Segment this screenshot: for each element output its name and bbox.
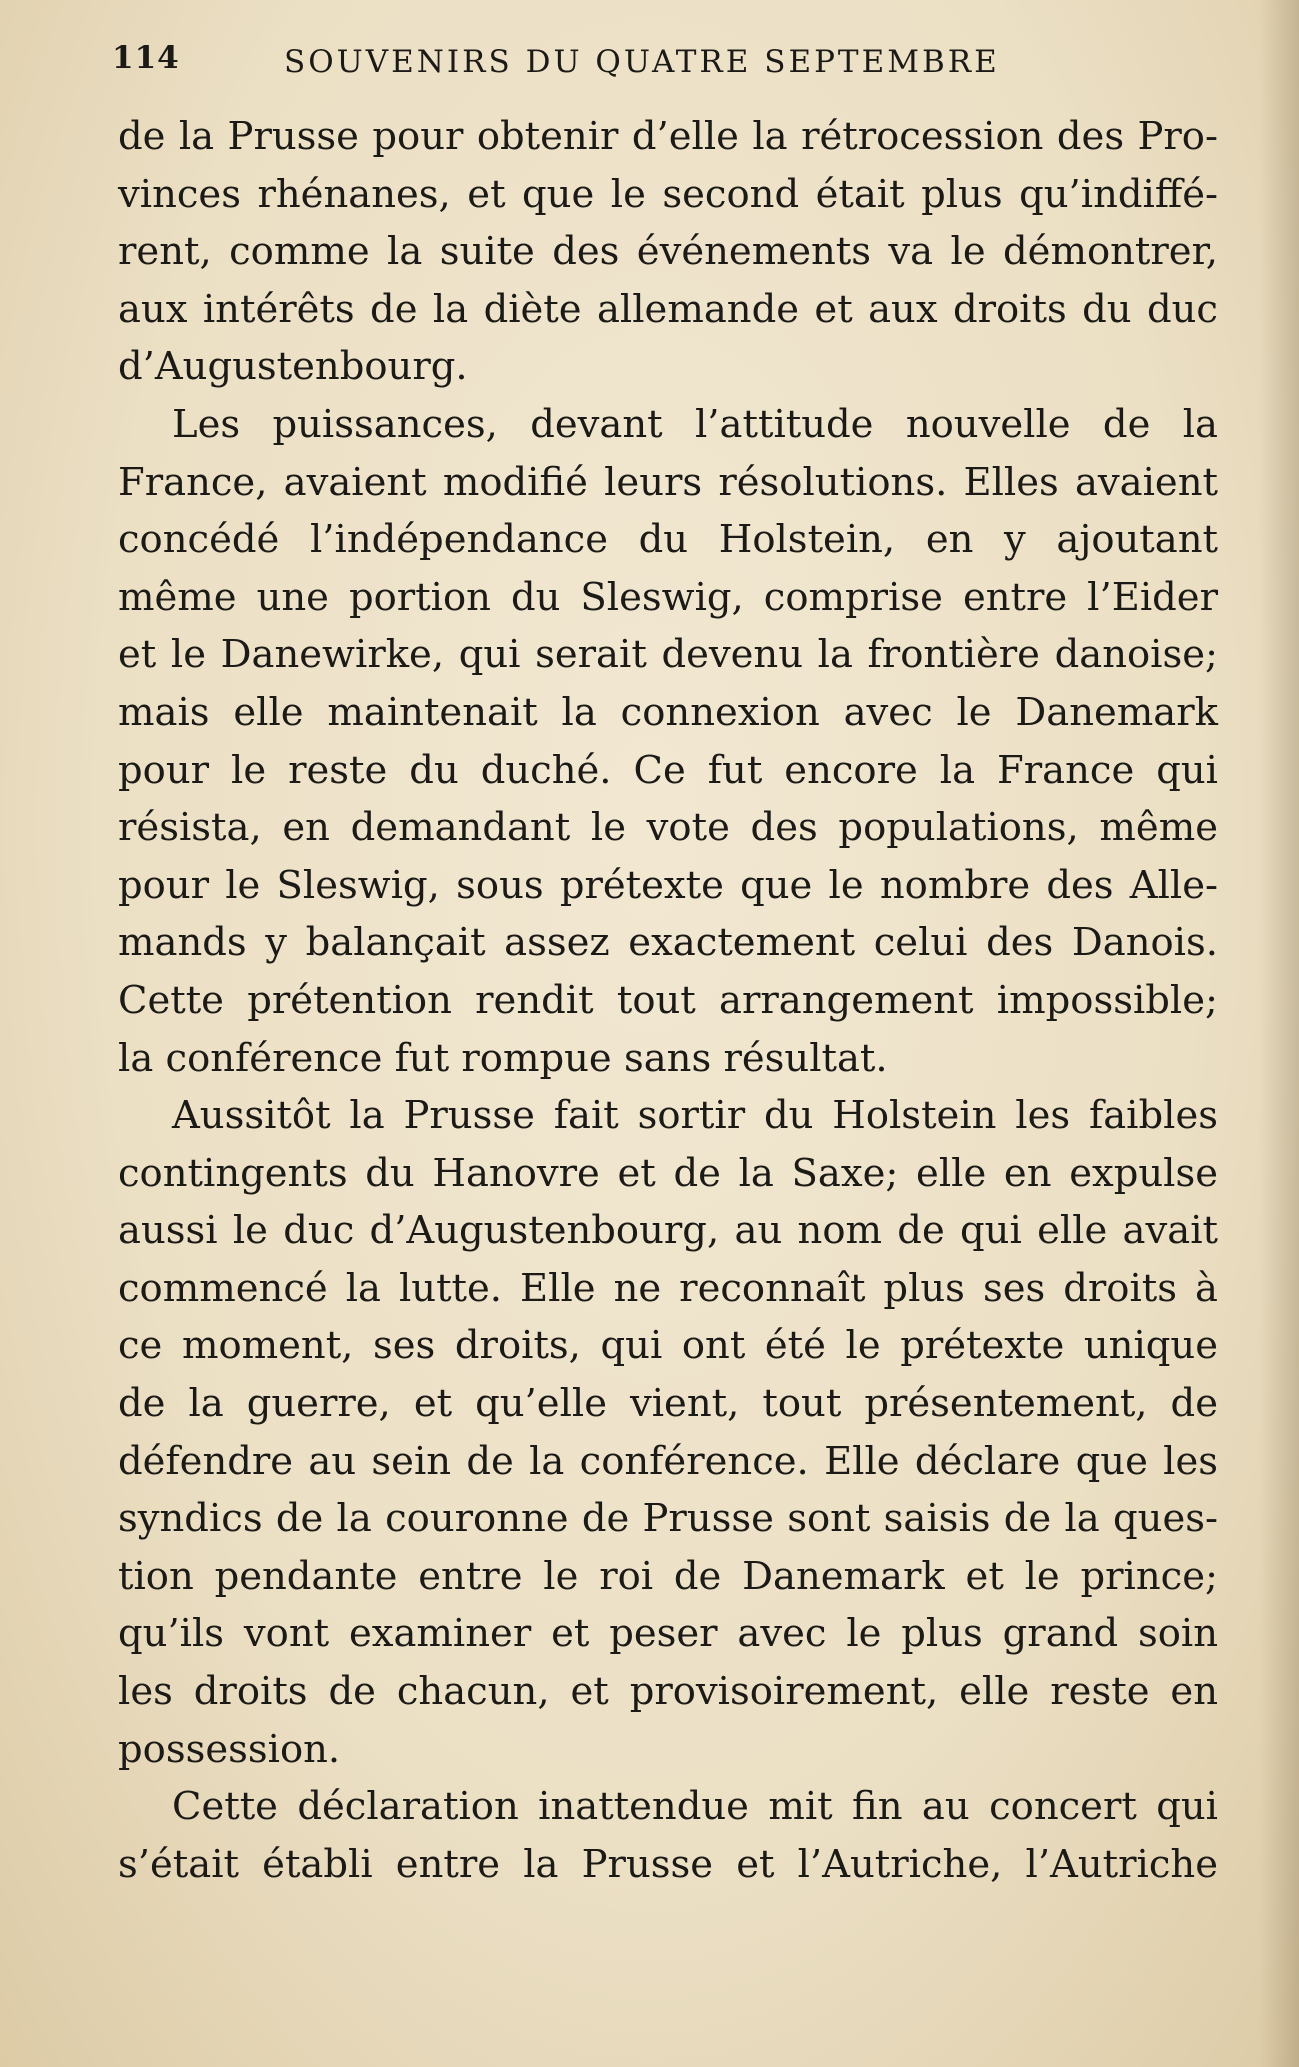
text-line: et le Danewirke, qui serait devenu la frontière danoise; — [118, 632, 1218, 678]
text-line: concédé l’indépendance du Holstein, en y ajoutant — [118, 517, 1218, 563]
text-line: possession. — [118, 1726, 341, 1772]
text-line: mais elle maintenait la connexion avec le Danemark — [118, 689, 1218, 735]
page-header — [112, 40, 1062, 100]
text-line: de la guerre, et qu’elle vient, tout présentement, de — [118, 1381, 1218, 1427]
text-line: ce moment, ses droits, qui ont été le prétexte unique — [118, 1323, 1218, 1369]
text-line: commencé la lutte. Elle ne reconnaît plus ses droits à — [118, 1265, 1218, 1311]
text-line: les droits de chacun, et provisoirement, elle reste en — [118, 1669, 1218, 1715]
page-edge-shadow — [1259, 0, 1299, 2067]
text-line: qu’ils vont examiner et peser avec le plus grand soin — [118, 1611, 1218, 1657]
text-line: pour le Sleswig, sous prétexte que le nombre des Alle- — [118, 862, 1218, 908]
text-line: rent, comme la suite des événements va le démontrer, — [118, 229, 1218, 275]
page-number: 114 — [112, 40, 180, 76]
text-line: même une portion du Sleswig, comprise entre l’Eider — [118, 574, 1218, 620]
text-line: contingents du Hanovre et de la Saxe; elle en expulse — [118, 1150, 1218, 1196]
text-line: aux intérêts de la diète allemande et aux droits du duc — [118, 286, 1218, 332]
text-line: la conférence fut rompue sans résultat. — [118, 1035, 888, 1081]
text-line: résista, en demandant le vote des populations, même — [118, 805, 1218, 851]
text-line: Cette déclaration inattendue mit fin au concert qui — [172, 1784, 1218, 1830]
running-title: SOUVENIRS DU QUATRE SEPTEMBRE — [284, 44, 1000, 80]
text-line: Cette prétention rendit tout arrangement impossible; — [118, 977, 1218, 1023]
text-line: aussi le duc d’Augustenbourg, au nom de qui elle avait — [118, 1208, 1218, 1254]
text-line: syndics de la couronne de Prusse sont saisis de la ques- — [118, 1496, 1218, 1542]
text-line: Les puissances, devant l’attitude nouvelle de la — [172, 401, 1218, 447]
text-line: d’Augustenbourg. — [118, 344, 468, 390]
text-line: France, avaient modifié leurs résolutions. Elles avaient — [118, 459, 1218, 505]
text-line: pour le reste du duché. Ce fut encore la France qui — [118, 747, 1218, 793]
body-text — [118, 108, 1218, 1893]
text-line: défendre au sein de la conférence. Elle déclare que les — [118, 1438, 1218, 1484]
text-line: mands y balançait assez exactement celui des Danois. — [118, 920, 1218, 966]
text-line: de la Prusse pour obtenir d’elle la rétrocession des Pro- — [118, 114, 1218, 159]
text-line: vinces rhénanes, et que le second était plus qu’indiffé- — [118, 171, 1218, 217]
text-line: tion pendante entre le roi de Danemark et le prince; — [118, 1553, 1218, 1599]
text-line: s’était établi entre la Prusse et l’Autriche, l’Autriche — [118, 1841, 1218, 1887]
text-line: Aussitôt la Prusse fait sortir du Holstein les faibles — [172, 1093, 1218, 1139]
